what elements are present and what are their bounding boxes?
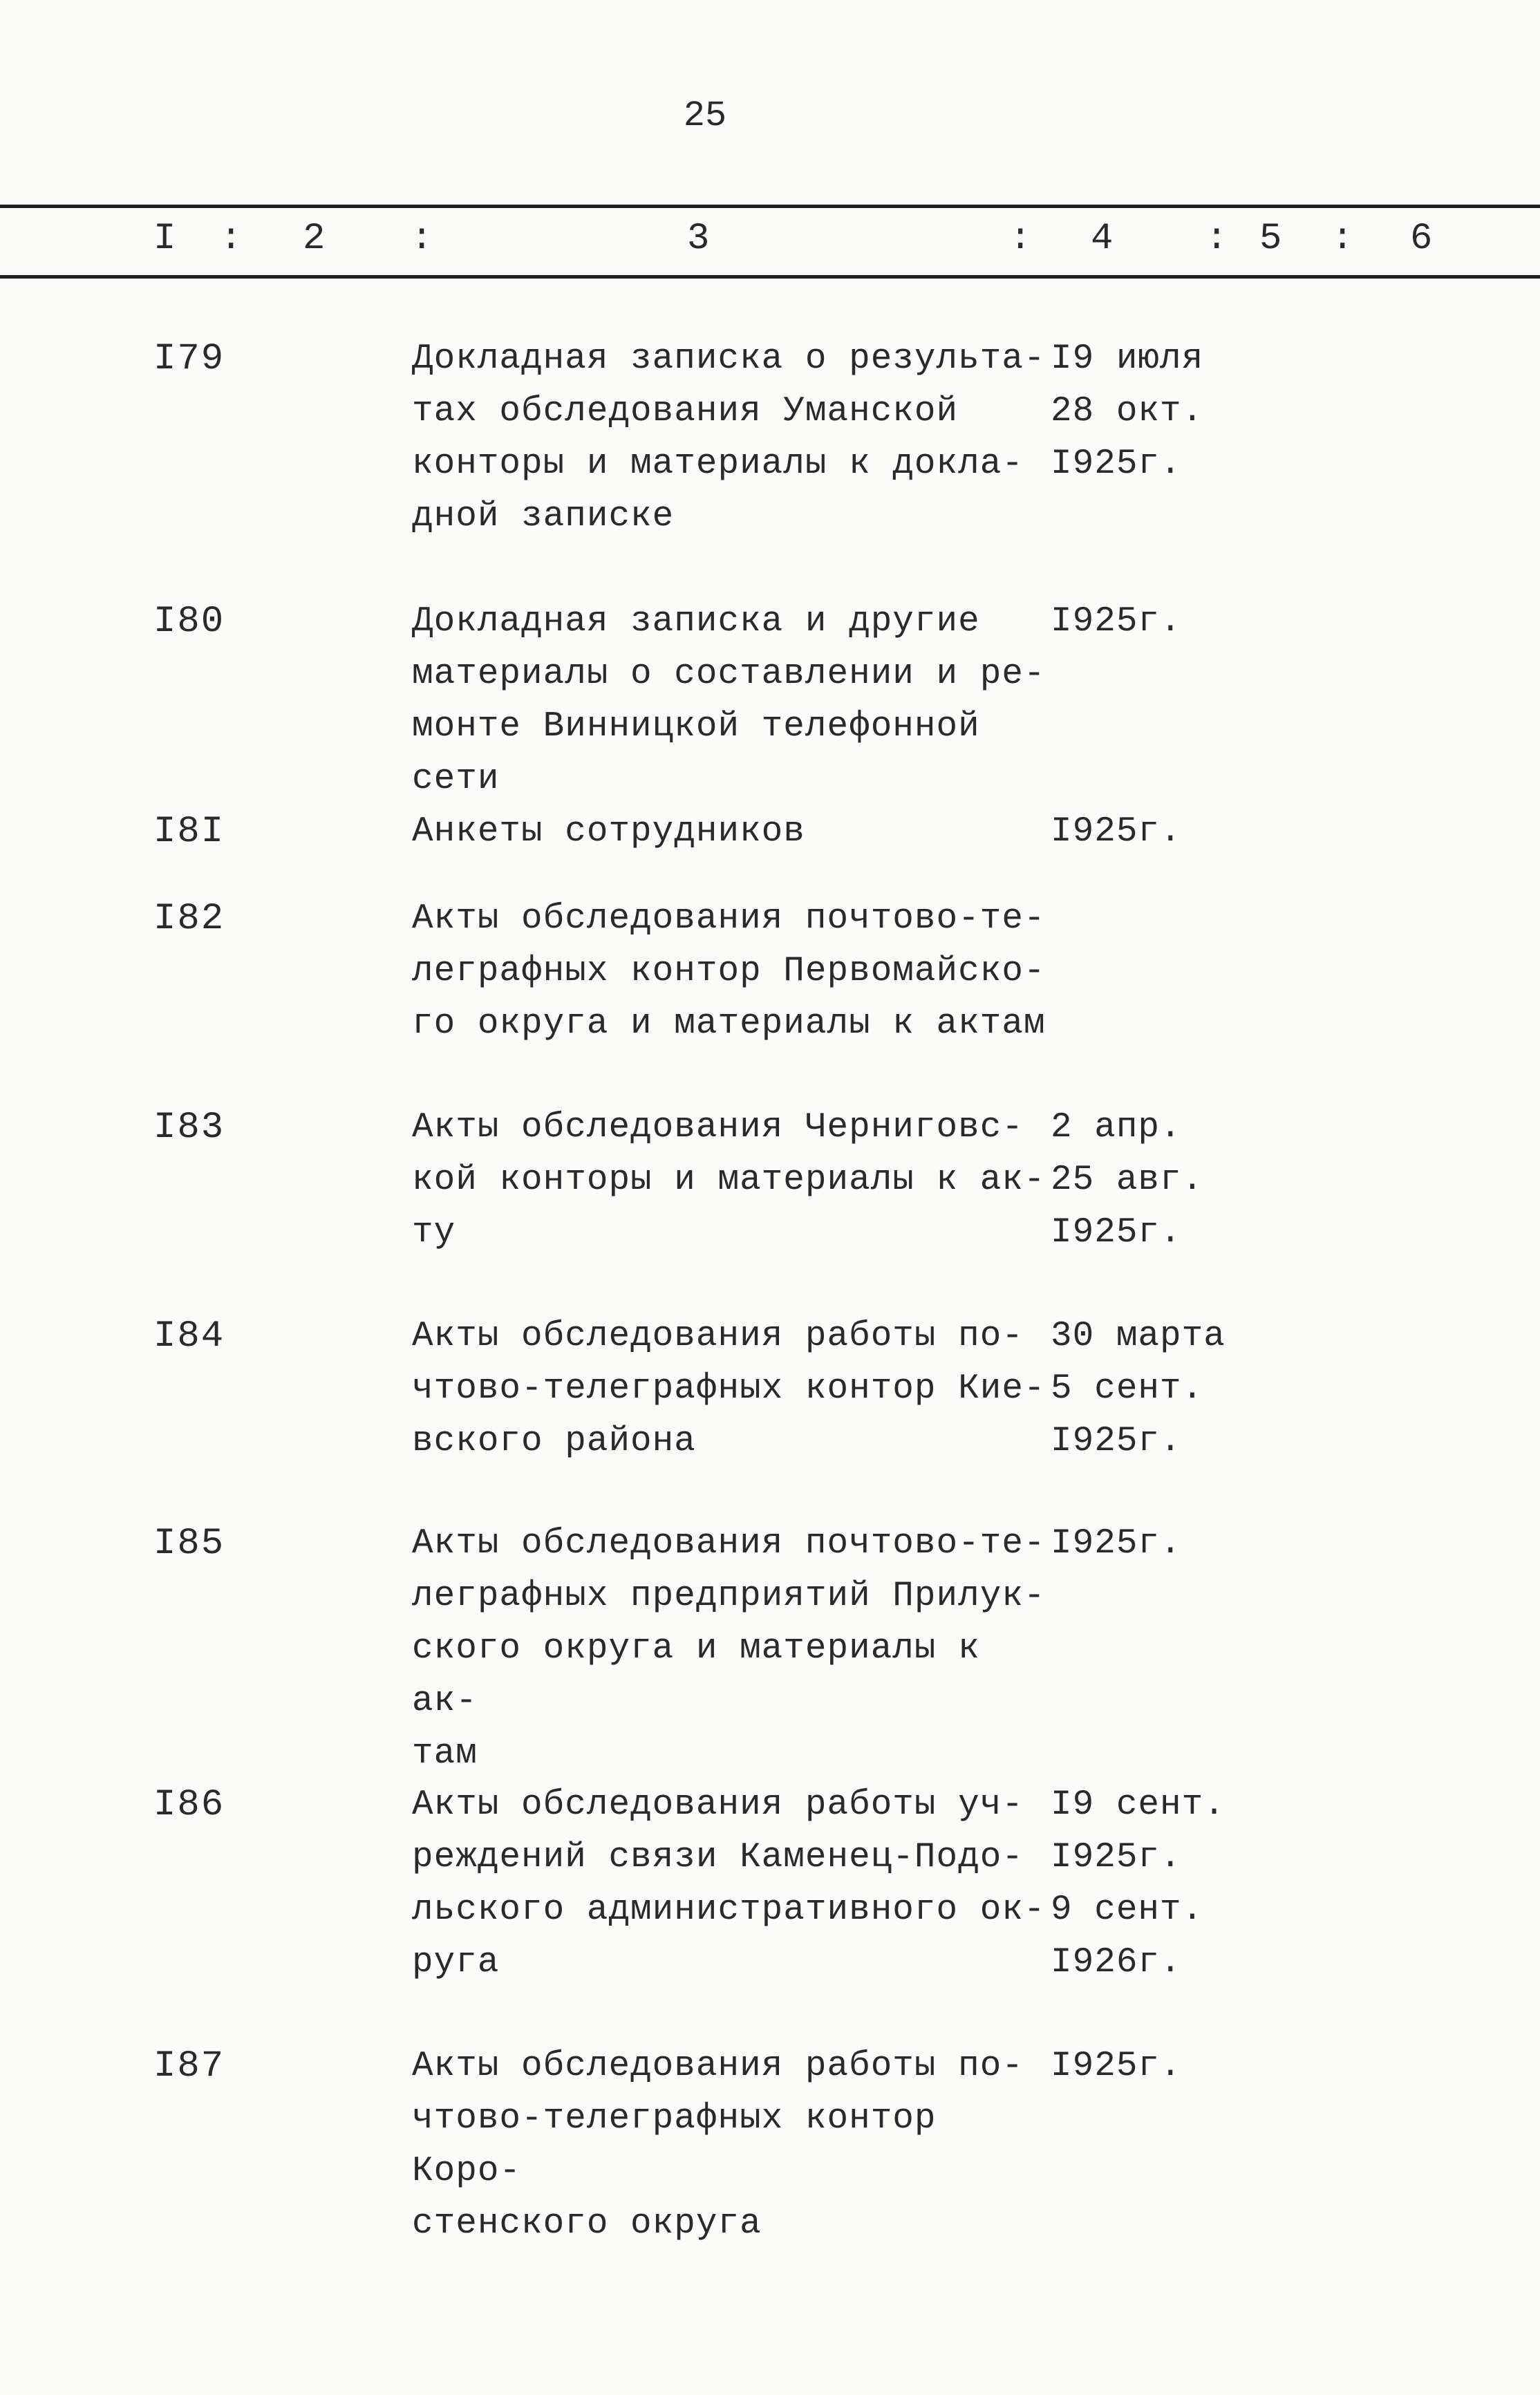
entry-dates: I925г. [1051,602,1182,641]
column-separator: : [1009,218,1032,260]
entry-title: Акты обследования Черниговс- кой конторы и материалы к ак- ту [412,1108,1046,1252]
column-header-4: 4 [1091,218,1114,260]
entry-number: I8I [153,811,225,853]
page-number: 25 [683,95,727,136]
entry-number: I87 [153,2045,225,2087]
entry-title: Акты обследования работы по- чтово-телеграфных контор Коро- стенского округа [412,2047,1024,2244]
column-separator: : [220,218,243,260]
entry-title: Акты обследования почтово-те- леграфных контор Первомайско- го округа и материалы к актам [412,899,1046,1044]
column-header-6: 6 [1410,218,1433,260]
entry-dates: I925г. [1051,1524,1182,1563]
entry-dates: I9 сент. I925г. 9 сент. I926г. [1051,1785,1226,1982]
entry-number: I80 [153,601,225,643]
column-separator: : [1331,218,1354,260]
column-header-3: 3 [687,218,710,260]
entry-title: Докладная записка и другие материалы о составлении и ре- монте Винницкой телефонной сети [412,602,1046,799]
header-top-rule [0,205,1540,208]
column-header-2: 2 [303,218,326,260]
column-header-5: 5 [1259,218,1282,260]
entry-dates: 30 марта 5 сент. I925г. [1051,1317,1226,1461]
entry-dates: I925г. [1051,2047,1182,2086]
header-bottom-rule [0,275,1540,279]
entry-number: I86 [153,1784,225,1826]
entry-dates: I9 июля 28 окт. I925г. [1051,339,1204,484]
column-header-1: I [153,218,176,260]
entry-number: I82 [153,898,225,940]
entry-title: Анкеты сотрудников [412,812,805,852]
column-separator: : [1205,218,1228,260]
entry-title: Акты обследования почтово-те- леграфных предприятий Прилук- ского округа и материалы к ак- там [412,1524,1046,1774]
entry-title: Акты обследования работы уч- реждений связи Каменец-Подо- льского административного ок- руга [412,1785,1046,1982]
entry-number: I85 [153,1523,225,1565]
entry-number: I84 [153,1315,225,1358]
entry-title: Акты обследования работы по- чтово-телеграфных контор Кие- вского района [412,1317,1046,1461]
entry-number: I83 [153,1107,225,1149]
entry-title: Докладная записка о результа- тах обследования Уманской конторы и материалы к докла- дной записке [412,339,1046,536]
entry-dates: 2 апр. 25 авг. I925г. [1051,1108,1204,1252]
entry-number: I79 [153,338,225,380]
entry-dates: I925г. [1051,812,1182,852]
column-separator: : [411,218,433,260]
